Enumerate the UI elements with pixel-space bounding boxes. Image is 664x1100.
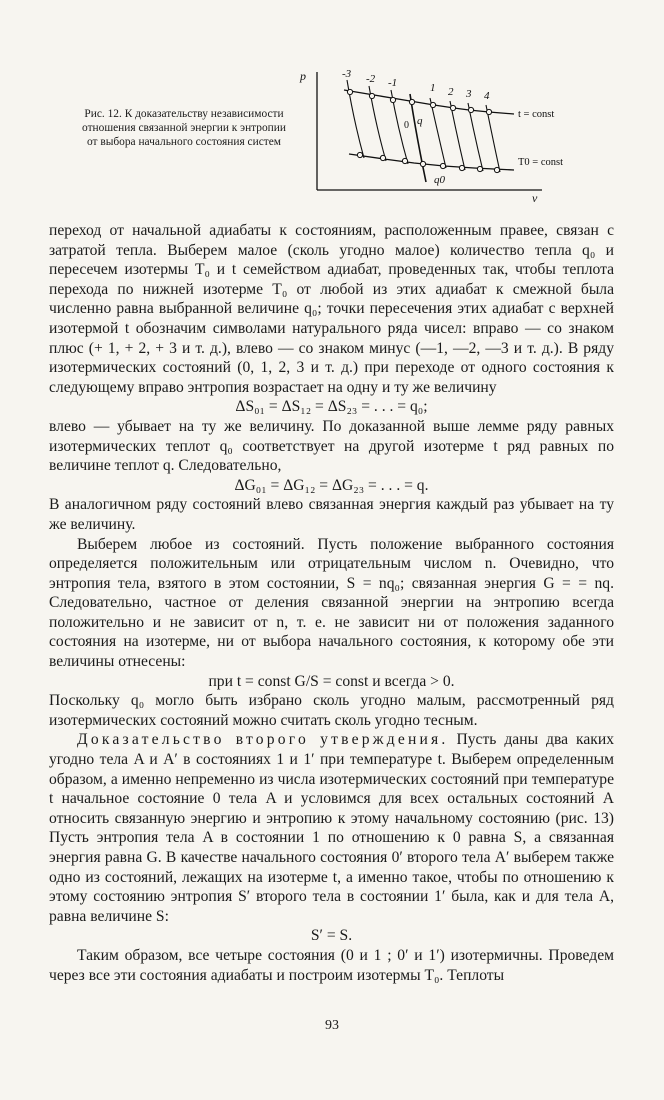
body-text [49, 221, 614, 985]
q-label: q [417, 115, 423, 127]
iso-t0-label: T0 = const [518, 157, 563, 168]
adiabat-label-m1: -1 [388, 77, 398, 89]
paragraph-7: Таким образом, все четыре состояния (0 и 1 ; 0′ и 1′) изотермичны. Проведем через все эти состояния адиабаты и построим изотермы T₀. Теплоты [49, 946, 614, 984]
point-t-m1 [390, 97, 395, 102]
point-t0-m3 [357, 152, 362, 157]
paragraph-6 [49, 730, 614, 926]
adiabat-2 [450, 101, 465, 170]
adiabat-3 [468, 103, 483, 171]
point-t-3 [468, 107, 473, 112]
p-axis-label: p [300, 69, 306, 83]
point-t-m2 [369, 93, 374, 98]
figure-caption: Рис. 12. К доказательству независимости отношения связанной энергии к энтропии от выбора начального состояния систем [82, 108, 286, 148]
q0-label: q0 [434, 174, 445, 186]
adiabat-label-3: 3 [466, 88, 472, 100]
paragraph-4: Выберем любое из состояний. Пусть положение выбранного состояния определяется положительным или отрицательным числом n. Очевидно, что энтропия тела, взятого в этом состоянии, S = nq₀; связанная энергия G = = nq. Следовательно, частное от деления связанной энергии на энтропию всегда положительно и не зависит от n, т. е. не зависит ни от положения заданного состояния на изотерме, ни от выбора начального состояния, к которому обе эти величины отнесены: [49, 535, 614, 671]
point-t-2 [450, 105, 455, 110]
adiabat-label-2: 2 [448, 86, 454, 98]
point-t-1 [430, 102, 435, 107]
paragraph-3: В аналогичном ряду состояний влево связанная энергия каждый раз убывает на ту же величину. [49, 496, 614, 533]
formula-entropy-equal: S′ = S. [310, 927, 353, 945]
formula-energy: ΔG₀₁ = ΔG₁₂ = ΔG₂₃ = . . . = q. [234, 476, 429, 494]
adiabat-label-1: 1 [430, 82, 436, 94]
point-t0-0 [420, 161, 425, 166]
adiabat-0 [410, 94, 426, 182]
formula-entropy: ΔS₀₁ = ΔS₁₂ = ΔS₂₃ = . . . = q₀; [235, 398, 428, 416]
adiabat-label-m2: -2 [366, 73, 376, 85]
formula-ratio: при t = const G/S = const и всегда > 0. [208, 672, 455, 690]
point-t0-3 [477, 166, 482, 171]
proof-heading: Доказательство второго утверждения. [77, 731, 449, 749]
point-t-0 [409, 99, 414, 104]
point-t0-m1 [402, 158, 407, 163]
adiabat-label-4: 4 [484, 90, 490, 102]
paragraph-6-body: Пусть даны два каких угодно тела A и A′ в состояниях 1 и 1′ при температуре t. Выберем определенным образом, а именно непременно из числа изотермических состояний при температуре t начальное состояние 0 тела A и условимся для всех остальных состояний A относить связанную энергию и энтропию к этому начальному состоянию (рис. 13) Пусть энтропия тела A в состоянии 1 по отношению к 0 равна S, а связанная энергия равна G. В качестве начального состояния 0′ второго тела A′ выберем также одно из состояний, лежащих на изотерме t, а именно такое, чтобы по отношению к этому состоянию энтропия S′ второго тела в состоянии 1′ была, как и для тела A, равна величине S: [49, 731, 614, 925]
point-t0-1 [440, 163, 445, 168]
adiabat-4 [486, 105, 500, 172]
isotherm-t0 [349, 154, 514, 170]
adiabat-label-m3: -3 [342, 68, 352, 80]
zero-label: 0 [404, 120, 409, 131]
page-number: 93 [325, 1018, 339, 1033]
state-points [347, 89, 499, 172]
point-t0-4 [494, 167, 499, 172]
paragraph-2: влево — убывает на ту же величину. По доказанной выше лемме ряду равных изотермических теплот q₀ соответствует на другой изотерме t ряд равных по величине теплот q. Следовательно, [49, 417, 614, 475]
iso-t-label: t = const [518, 109, 555, 120]
figure-12 [294, 62, 610, 210]
adiabat-1 [430, 98, 446, 168]
point-t-4 [486, 109, 491, 114]
point-t0-2 [459, 165, 464, 170]
point-t-m3 [347, 89, 352, 94]
paragraph-5: Поскольку q₀ могло быть избрано сколь угодно малым, рассмотренный ряд изотермических состояний можно считать сколь угодно тесным. [49, 692, 614, 729]
paragraph-1: переход от начальной адиабаты к состояниям, расположенным правее, связан с затратой тепла. Выберем малое (сколь угодно малое) количество тепла q₀ и пересечем изотермы T₀ и t семейством адиабат, проведенных так, чтобы теплота перехода по нижней изотерме T₀ от любой из этих адиабат к смежной была численно равна выбранной величине q₀; точки пересечения этих адиабат с верхней изотермой t обозначим символами натурального ряда чисел: вправо — со знаком плюс (+ 1, + 2, + 3 и т. д.), влево — со знаком минус (—1, —2, —3 и т. д.). В ряду изотермических состояний (0, 1, 2, 3 и т. д.) при переходе от одного состояния к следующему вправо энтропия возрастает на одну и ту же величину [49, 222, 614, 396]
pv-diagram [294, 62, 610, 210]
v-axis-label: v [532, 191, 538, 205]
point-t0-m2 [380, 155, 385, 160]
